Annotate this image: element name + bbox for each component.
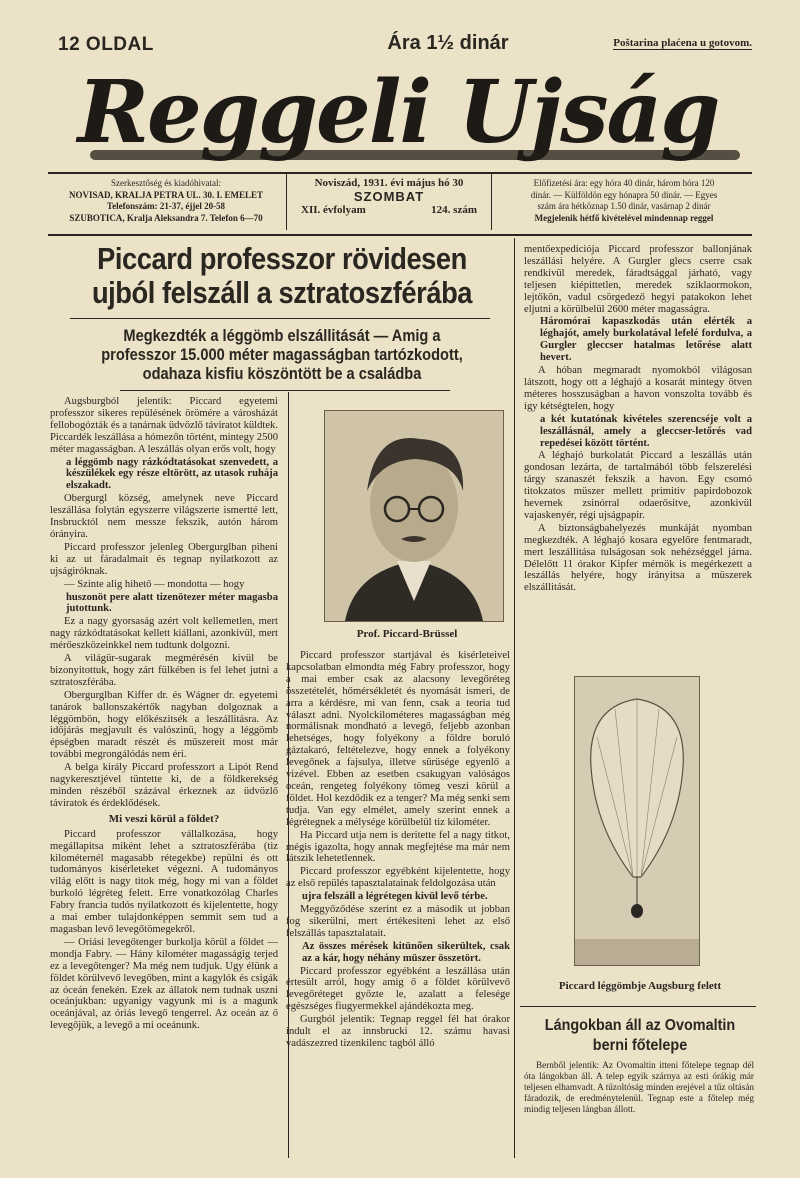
paragraph: A világür-sugarak megmérésén kivül be bizonyitottuk, hogy zárt fülkében is fel lehet jutni a sztratoszférába.: [50, 653, 278, 688]
subscription-line: szám ára hétköznap 1.50 dinár, vasárnap 2 dinár: [537, 201, 711, 211]
price: Ára 1½ dinár: [387, 32, 509, 54]
weekday: SZOMBAT: [353, 188, 425, 204]
masthead: [48, 58, 748, 170]
section-subhead: Mi veszi körül a földet?: [108, 812, 220, 825]
issue-date: Noviszád, 1931. évi május hó 30: [314, 177, 464, 189]
bold-paragraph: Háromórai kapaszkodás után elérték a léghajót, amely burkolatával lefelé fordulva, a Gurgler gleccser hatalmas letőrése alatt hevert.: [540, 316, 752, 364]
top-line: [58, 34, 752, 54]
balloon-illustration: [575, 677, 699, 965]
balloon-photo: [574, 676, 700, 966]
editorial-line: SZUBOTICA, Kralja Aleksandra 7. Telefon 6—70: [69, 212, 263, 223]
article-column-1: [50, 396, 278, 1033]
headline-rule: [120, 390, 450, 391]
paragraph: Ha Piccard utja nem is deritette fel a nagy titkot, mégis igazolta, hogy annak megfejtése ma már nem látszik lehetetlennek.: [286, 829, 510, 865]
paragraph: A biztonságbahelyezés munkáját nyomban megkezdték. A léghajó kosara egyelőre fentmaradt, mert leszállitása tulságosan sok nehézséggel járna. Délelőtt 11 órakor Kipfer mérnök is megérkezett a leszállás helyére, hogy irányitsa a müszerek elszállitását.: [524, 522, 752, 594]
subscription-line: Előfizetési ára: egy hóra 40 dinár, három hóra 120: [533, 178, 715, 188]
balloon-caption: Piccard léggömbje Augsburg felett: [558, 980, 722, 992]
box-headline: Lángokban áll az Ovomaltin berni főtelepe: [544, 1017, 736, 1054]
main-headline: Piccard professzor rövidesen ujból felszáll a sztratoszférába: [91, 241, 473, 310]
editorial-line: Szerkesztőség és kiadóhivatal:: [111, 178, 221, 188]
paragraph: Piccard professzor vállalkozása, hogy megállapitsa miként lehet a sztratoszférába (tiz kilométernél magasabb rétegekbe) repülni és ott tudományos kisérleteket végezni. A tudományos világ előtt is nagy titok még, hogy mi van a földet burkoló légréteg felett. Erre vonatkozólag Charles Fabry francia tudós nyilatkozott és kijelentette, hogy a mai ember tulajdonképpen semmit sem tud a magasban levő levegőtömegekről.: [50, 828, 278, 935]
paragraph: Bernből jelentik: Az Ovomaltin itteni főtelepe tegnap dél óta lángokban áll. A telep egyik szárnya az esti órákig már teljesen elhamvadt. A tűzoltóság minden erejével a tűz oltásán fáradozik, de eredménytelenül. Tegnap este a főtelep még mindig teljesen lángban állott.: [524, 1060, 754, 1114]
subscription-line: dinár. — Külföldön egy hónapra 50 dinár. — Egyes: [530, 189, 718, 200]
date-block: [286, 174, 492, 230]
portrait-caption: Prof. Piccard-Brüssel: [356, 628, 458, 640]
bold-paragraph: a léggömb nagy rázkódtatásokat szenvedett, a készülékek egy része eltörött, az utasok ruhája elszakadt.: [66, 456, 278, 492]
paragraph: — Oriási levegőtenger burkolja körül a földet — mondja Fabry. — Hány kilométer magasságig terjed ez a levegőtenger? Ma még nem tudjuk. Ugy élünk a földet körülvevő levegőben, mint a kagylók és csigák az óceán fenekén. Ezek az állatok nem tudnak uszni oceánjukban: ugyanigy vagyunk mi is a magunk oceánjával, az óriás levegő tengerrel. Az oceán az ő levegőjük, a levegő a mi oceánunk.: [50, 936, 278, 1032]
paragraph: Obergurgl község, amelynek neve Piccard leszállása folytán egyszerre világszerte ismertté lett, Insbrucktól nem messze fekszik, autón három órányira.: [50, 493, 278, 540]
paragraph: Augsburgból jelentik: Piccard egyetemi professzor sikeres repülésének örömére a városházát fellobogózták és a tanárnak üdvözlő táviratot küldtek. Piccardék leszállása a hómezőn történt, mintegy 2500 méter magasságban. A leszállás olyan erős volt, hogy: [50, 396, 278, 455]
box-rule: [520, 1006, 756, 1007]
paragraph: — Szinte alig hihető — mondotta — hogy: [64, 578, 245, 590]
issue-number: 124. szám: [431, 204, 477, 216]
article-column-3: [524, 244, 752, 595]
paragraph: A hóban megmaradt nyomokból világosan látszott, hogy ott a léghajó a kosarát mintegy ötven méteres hosszuságban a havon vonszolta tovább és így kétségtelen, hogy: [524, 365, 752, 412]
editorial-line: NOVISAD, KRALJA PETRA UL. 30. I. EMELET: [68, 189, 264, 200]
volume: XII. évfolyam: [301, 204, 366, 216]
bold-paragraph: ujra felszáll a légrétegen kivül levő térbe.: [302, 891, 488, 903]
bold-paragraph: huszonöt pere alatt tizenötezer méter magasba jutottunk.: [66, 591, 278, 615]
paragraph: Piccard professzor egyébként a leszállása után értesült arról, hogy amig ő a földet körülvevő levegőréteget győzte le, azalatt a felesége egészséges fiugyermekkel ajándékozta meg.: [286, 965, 510, 1013]
bold-paragraph: Az összes mérések kitünően sikerültek, csak az a kár, hogy néhány müszer összetört.: [302, 940, 510, 964]
paragraph: A léghajó burkolatát Piccard a leszállás után gondosan lezárta, de tartalmából több felszerelési tárgy szanaszét fekszik a havon. Egy csomó titokzatos müszer mellett primitiv papirdobozok hevernek zsinórral odaerősitve, azonkivül vajaskenyér, régi ujságpapir.: [524, 450, 752, 521]
paragraph: Ez a nagy gyorsaság azért volt kellemetlen, mert nagy rázkódtatásokat kellett kiállani, azonkivül, mert mérőeszközeinkkel nem tudtunk dolgozni.: [50, 616, 278, 652]
paragraph: Piccard professzor startjával és kisérleteivel kapcsolatban elmondta még Fabry professzor, hogy a mai ember csak az alacsony levegőréteg összetételét, hőmérsékletét és nyomását ismeri, de arra a kérdésre, mi van fenn, csak a teoria tud választ adni. Nyolckilométeres magasságban még normálisnak mondható a levegő, feljebb azonban lehetséges, hogy folyékony a földre boruló gáztakaró, feltételezve, hogy ennek a folyékony levegőnek a fajsulya, illetve sürüsége egyenlő a vizével. Ebben az esetben csakugyan valóságos oceán, rengeteg folyékony tömeg veszi körül a földet. Hol kezdődik ez a tenger? Ma még senki sem tudja. Van egy elmélet, amely szerint ennek a légrétegnek a mélysége körülbelül tiz kilométer.: [286, 650, 510, 828]
paragraph: Obergurglban Kiffer dr. és Wágner dr. egyetemi tanárok ballonszakértők nagyban dolgoznak a léggömbön, hogy előkészitsék a leszállitásra. Az időjárás megjavult és valószinü, hogy a léggömb épségben maradt részét és műszereit most már további megrongálódás nem éri.: [50, 689, 278, 761]
editorial-line: Telefonszám: 21-37, éjjel 20-58: [106, 201, 226, 211]
main-subheadline: Megkezdték a léggömb elszállitását — Amig a professzor 15.000 méter magasságban tartózkodott, odahaza kisfiu köszöntött be a családba: [101, 326, 463, 383]
newspaper-title: Reggeli Ujság: [77, 62, 719, 163]
box-article: [524, 1060, 754, 1115]
paragraph: Meggyőződése szerint ez a második ut jobban fog sikerülni, mert értékesiteni lehet az első felszállás tapasztalatait.: [286, 904, 510, 939]
volume-issue: [287, 205, 491, 217]
paragraph: Piccard professzor jelenleg Obergurglban piheni ki az ut fáradalmait és tegnap nyilatkozott az ujságiróknak.: [50, 541, 278, 577]
postage-note: Poštarina plaćena u gotovom.: [613, 37, 752, 49]
subscription-line: Megjelenik hétfő kivételével mindennap reggel: [534, 212, 714, 223]
subscription-info: [496, 178, 752, 224]
portrait-illustration: [325, 411, 503, 621]
editorial-info: [50, 178, 282, 224]
bold-paragraph: a két kutatónak kivételes szerencséje volt a leszállásnál, amely a gleccser-letőrés vad repedései között történt.: [540, 413, 752, 449]
page-count: 12 OLDAL: [58, 34, 154, 55]
headline-rule: [70, 318, 490, 319]
paragraph: Piccard professzor egyébként kijelentette, hogy az első repülés tapasztalatainak feldolgozása után: [286, 866, 510, 890]
paragraph: mentőexpediciója Piccard professzor ballonjának leszállási helyére. A Gurgler glecs cserre csak rendkivül meredek, fáradtsággal járható, vagy teljesen kiépittetlen, meredek sziklaormokon, lejtőkön, vadul csörgedező hegyi patakokon lehet eljutni a körülbelül 2600 méter magasságra.: [524, 244, 752, 315]
paragraph: A belga király Piccard professzort a Lipót Rend nagykeresztjével tüntette ki, de a földkerekség minden részéből százával érkeznek az üdvözlő táviratok és érdeklődések.: [50, 762, 278, 809]
article-column-2: [286, 650, 510, 1051]
info-bar: [48, 172, 752, 236]
portrait-photo: [324, 410, 504, 622]
paragraph: Gurgból jelentik: Tegnap reggel fél hat órakor indult el az innsbrucki 12. számu havasi vadászezred tizenkilenc tagból álló: [286, 1014, 510, 1049]
column-rule: [514, 238, 515, 1158]
